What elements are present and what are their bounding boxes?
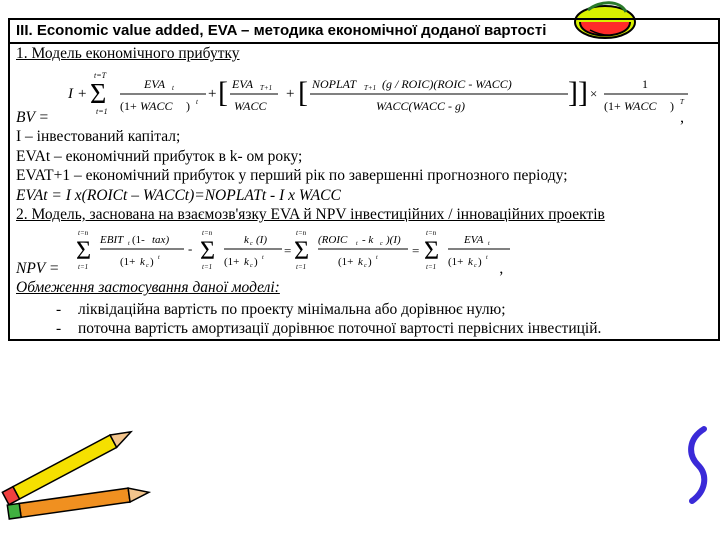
- svg-text:c: c: [250, 240, 253, 247]
- svg-text:(1+: (1+: [120, 98, 137, 113]
- svg-text:=: =: [284, 242, 292, 258]
- svg-text:t=1: t=1: [202, 262, 213, 271]
- svg-text:t: t: [172, 83, 174, 92]
- svg-text:t: t: [262, 254, 264, 261]
- section2-title: 2. Модель, заснована на взаємозв'язку EVA й NPV інвестиційних / інноваційних проектів: [16, 206, 605, 223]
- svg-text:c: c: [364, 262, 367, 269]
- limits-title: Обмеження застосування даної моделі:: [16, 279, 280, 296]
- svg-text:t: t: [376, 254, 378, 261]
- svg-text:): ): [368, 255, 372, 268]
- pencils-decoration-icon: [0, 425, 160, 545]
- svg-text:WACC: WACC: [140, 98, 173, 113]
- svg-text:=: =: [412, 242, 420, 258]
- svg-text:t: t: [196, 97, 198, 106]
- svg-text:(1+: (1+: [224, 255, 240, 268]
- svg-text:WACC(WACC - g): WACC(WACC - g): [376, 98, 465, 113]
- header-title: III. Economic value added, EVA – методика економічної доданої вартості: [16, 22, 547, 39]
- svg-text:c: c: [146, 262, 149, 269]
- list-item: - ліквідаційна вартість по проекту мінімальна або дорівнює нулю;: [56, 300, 506, 318]
- section1-cell: [9, 43, 719, 340]
- svg-text:t=n: t=n: [426, 228, 437, 237]
- definition-eva-formula: EVAt = I x(ROICt – WACCt)=NOPLATt - I x WACC: [16, 186, 341, 204]
- svg-text:1: 1: [642, 76, 648, 91]
- svg-text:]: ]: [568, 75, 578, 109]
- svg-text:×: ×: [590, 85, 598, 101]
- svg-text:WACC: WACC: [234, 98, 267, 113]
- svg-text:): ): [186, 98, 190, 113]
- svg-text:(ROIC: (ROIC: [318, 233, 348, 246]
- svg-text:k: k: [358, 255, 363, 268]
- section1-title: 1. Модель економічного прибутку: [16, 45, 240, 62]
- svg-text:tax): tax): [152, 233, 170, 246]
- svg-text:(I): (I): [256, 233, 267, 246]
- svg-text:t: t: [488, 240, 490, 247]
- svg-text:-: -: [188, 240, 193, 256]
- svg-text:t: t: [486, 254, 488, 261]
- svg-text:I: I: [68, 85, 73, 102]
- bv-formula: [16, 64, 710, 122]
- definition-i: I – інвестований капітал;: [16, 128, 181, 145]
- svg-text:EBIT: EBIT: [100, 233, 124, 246]
- svg-text:- k: - k: [362, 233, 374, 246]
- svg-text:(1+: (1+: [604, 98, 621, 113]
- content-table: [8, 18, 720, 341]
- svg-text:c: c: [380, 240, 383, 247]
- svg-text:): ): [478, 255, 482, 268]
- bv-formula-graphic: [16, 64, 706, 122]
- svg-text:]: ]: [578, 75, 588, 109]
- npv-label: NPV =: [16, 259, 60, 277]
- svg-text:t=1: t=1: [96, 106, 108, 116]
- definition-eva-t: EVAt – економічний прибуток в k- ом року;: [16, 147, 303, 165]
- svg-text:Σ: Σ: [200, 235, 216, 265]
- svg-text:t: t: [158, 254, 160, 261]
- bv-trailing-comma: ,: [680, 108, 684, 126]
- svg-text:t=1: t=1: [78, 262, 89, 271]
- svg-text:k: k: [244, 255, 249, 268]
- svg-text:(1+: (1+: [338, 255, 354, 268]
- svg-text:c: c: [250, 262, 253, 269]
- svg-text:c: c: [474, 262, 477, 269]
- definition-eva-t1: EVAT+1 – економічний прибуток у перший рік по завершенні прогнозного періоду;: [16, 167, 568, 184]
- bv-label: BV =: [16, 108, 49, 126]
- svg-text:EVA: EVA: [464, 233, 484, 246]
- swirl-decoration-icon: [684, 425, 712, 505]
- svg-text:t=1: t=1: [426, 262, 437, 271]
- svg-text:Σ: Σ: [76, 235, 92, 265]
- svg-text:)(I): )(I): [386, 233, 401, 246]
- svg-text:+: +: [208, 85, 217, 102]
- list-item: - поточна вартість амортизації дорівнює поточної вартості первісних інвестицій.: [56, 320, 602, 337]
- svg-text:): ): [670, 98, 674, 113]
- svg-text:T+1: T+1: [364, 83, 377, 92]
- svg-text:t: t: [356, 240, 358, 247]
- svg-text:EVA: EVA: [232, 76, 254, 91]
- svg-text:T: T: [680, 97, 684, 106]
- svg-text:+: +: [78, 85, 87, 102]
- npv-trailing-comma: ,: [499, 259, 504, 277]
- svg-text:(1-: (1-: [132, 233, 145, 246]
- svg-text:t=n: t=n: [296, 228, 307, 237]
- svg-text:t=T: t=T: [94, 70, 107, 80]
- svg-text:k: k: [140, 255, 145, 268]
- svg-text:+: +: [286, 85, 295, 102]
- limits-list: [16, 300, 710, 339]
- svg-text:WACC: WACC: [624, 98, 657, 113]
- svg-text:[: [: [218, 75, 228, 109]
- svg-text:EVA: EVA: [144, 76, 166, 91]
- svg-text:t=n: t=n: [202, 228, 213, 237]
- svg-text:k: k: [244, 233, 249, 246]
- svg-text:t=n: t=n: [78, 228, 89, 237]
- svg-text:): ): [150, 255, 154, 268]
- svg-text:T+1: T+1: [260, 83, 273, 92]
- svg-text:Σ: Σ: [90, 78, 107, 110]
- svg-text:(1+: (1+: [448, 255, 464, 268]
- svg-text:NOPLAT: NOPLAT: [312, 76, 357, 91]
- table-header: [9, 19, 719, 43]
- npv-formula-graphic: [16, 225, 706, 275]
- svg-text:[: [: [298, 75, 308, 109]
- svg-text:Σ: Σ: [294, 235, 310, 265]
- svg-text:k: k: [468, 255, 473, 268]
- svg-text:Σ: Σ: [424, 235, 440, 265]
- svg-text:(1+: (1+: [120, 255, 136, 268]
- svg-text:(g / ROIC)(ROIC - WACC): (g / ROIC)(ROIC - WACC): [382, 76, 512, 91]
- svg-text:t=1: t=1: [296, 262, 307, 271]
- svg-text:t: t: [128, 240, 130, 247]
- npv-formula: [16, 225, 710, 275]
- svg-text:): ): [254, 255, 258, 268]
